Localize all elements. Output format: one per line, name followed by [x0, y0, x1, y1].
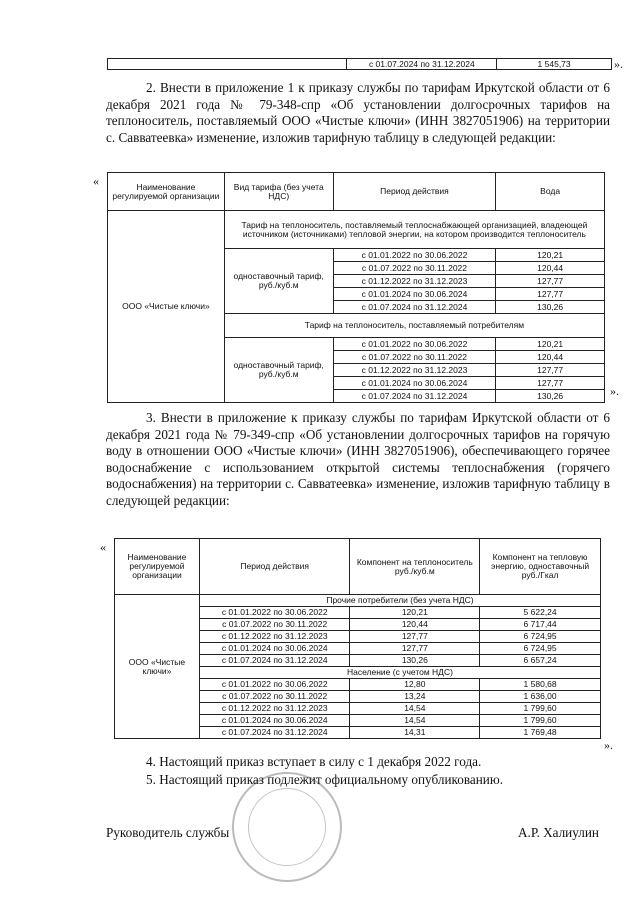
table2-open-quote: «	[100, 540, 106, 554]
t2-s1-c2: 5 622,24	[480, 607, 601, 619]
t2-s2-period: с 01.12.2022 по 31.12.2023	[199, 703, 350, 715]
official-stamp	[232, 772, 342, 882]
paragraph-2: 2. Внести в приложение 1 к приказу службы по тарифам Иркутской области от 6 декабря 2021 года № 79-348-спр «Об установлении долгосрочных тарифов на теплоноситель, поставляемый ООО «Чистые ключи» (ИНН 3827051906) на территории с. Савватеевка» изменение, изложив тарифную таблицу в следующей редакции:	[106, 80, 610, 145]
t1-header-period: Период действия	[333, 173, 496, 211]
t2-org: ООО «Чистые ключи»	[115, 595, 200, 739]
t2-header-c2: Компонент на тепловую энергию, одноставочный руб./Гкал	[480, 539, 601, 595]
t2-s1-c1: 127,77	[350, 631, 480, 643]
t2-s1-c1: 130,26	[350, 655, 480, 667]
t2-s1-c1: 127,77	[350, 643, 480, 655]
t1-s1-period: с 01.07.2024 по 31.12.2024	[333, 301, 496, 314]
t1-s1-period: с 01.07.2022 по 30.11.2022	[333, 262, 496, 275]
t2-s2-c2: 1 799,60	[480, 715, 601, 727]
table1-close-quote: ».	[610, 384, 619, 398]
t2-header-org: Наименование регулируемой организации	[115, 539, 200, 595]
paragraph-3: 3. Внести в приложение к приказу службы по тарифам Иркутской области от 6 декабря 2021 года № 79-349-спр «Об установлении долгосрочных тарифов на горячую воду в отношении ООО «Чистые ключи» (ИНН 3827051906), обеспечивающего горячее водоснабжение с использованием открытой системы теплоснабжения (горячего водоснабжения) на территории с. Савватеевка» изменение, изложив тарифную таблицу в следующей редакции:	[106, 410, 610, 508]
t2-s1-c2: 6 657,24	[480, 655, 601, 667]
top-close-quote: ».	[614, 57, 623, 71]
table-1	[107, 172, 605, 403]
t2-section2-title: Население (с учетом НДС)	[199, 667, 600, 679]
t1-tariff-type-2: одноставочный тариф, руб./куб.м	[224, 338, 333, 403]
t1-header-org: Наименование регулируемой организации	[108, 173, 225, 211]
signature-position: Руководитель службы	[106, 825, 230, 840]
t2-s2-c2: 1 636,00	[480, 691, 601, 703]
t1-s1-value: 127,77	[496, 275, 605, 288]
t2-s2-period: с 01.01.2022 по 30.06.2022	[199, 679, 350, 691]
t2-s2-c1: 14,54	[350, 715, 480, 727]
t1-s2-value: 130,26	[496, 390, 605, 403]
t2-s1-c2: 6 724,95	[480, 643, 601, 655]
t1-tariff-type-1: одноставочный тариф, руб./куб.м	[224, 249, 333, 314]
top-value: 1 545,73	[497, 59, 612, 70]
table1-open-quote: «	[93, 174, 99, 188]
t1-section2-title: Тариф на теплоноситель, поставляемый потребителям	[224, 314, 604, 338]
t2-s2-c1: 14,54	[350, 703, 480, 715]
table-2	[114, 538, 601, 739]
t1-s2-value: 120,44	[496, 351, 605, 364]
t2-s2-c1: 14,31	[350, 727, 480, 739]
cell-empty	[108, 59, 347, 70]
t1-s2-value: 120,21	[496, 338, 605, 351]
t1-s2-period: с 01.12.2022 по 31.12.2023	[333, 364, 496, 377]
t2-s2-c2: 1 580,68	[480, 679, 601, 691]
top-remnant-row	[107, 58, 612, 70]
t2-s1-period: с 01.07.2024 по 31.12.2024	[199, 655, 350, 667]
paragraph-5: 5. Настоящий приказ подлежит официальному опубликованию.	[146, 772, 504, 787]
t1-s2-period: с 01.01.2022 по 30.06.2022	[333, 338, 496, 351]
table2-close-quote: ».	[604, 738, 613, 752]
t2-s2-c2: 1 769,48	[480, 727, 601, 739]
t2-s1-period: с 01.01.2024 по 30.06.2024	[199, 643, 350, 655]
t1-header-water: Вода	[496, 173, 605, 211]
t2-s1-c2: 6 724,95	[480, 631, 601, 643]
paragraph-4: 4. Настоящий приказ вступает в силу с 1 декабря 2022 года.	[146, 754, 482, 769]
top-period: с 01.07.2024 по 31.12.2024	[347, 59, 497, 70]
t1-s2-period: с 01.07.2022 по 30.11.2022	[333, 351, 496, 364]
t1-org: ООО «Чистые ключи»	[108, 211, 225, 403]
t2-s2-c2: 1 799,60	[480, 703, 601, 715]
t2-s2-c1: 12,80	[350, 679, 480, 691]
t1-section1-title: Тариф на теплоноситель, поставляемый теплоснабжающей организацией, владеющей источником (источниками) тепловой энергии, на котором производится теплоноситель	[224, 211, 604, 249]
signature-name: А.Р. Халиулин	[518, 825, 599, 840]
t2-s2-c1: 13,24	[350, 691, 480, 703]
t1-s1-period: с 01.12.2022 по 31.12.2023	[333, 275, 496, 288]
t2-s2-period: с 01.07.2024 по 31.12.2024	[199, 727, 350, 739]
t2-s2-period: с 01.01.2024 по 30.06.2024	[199, 715, 350, 727]
t2-s1-c1: 120,21	[350, 607, 480, 619]
t1-s1-period: с 01.01.2022 по 30.06.2022	[333, 249, 496, 262]
t1-s2-period: с 01.07.2024 по 31.12.2024	[333, 390, 496, 403]
t2-s1-period: с 01.12.2022 по 31.12.2023	[199, 631, 350, 643]
t2-s2-period: с 01.07.2022 по 30.11.2022	[199, 691, 350, 703]
t1-s1-period: с 01.01.2024 по 30.06.2024	[333, 288, 496, 301]
t1-s1-value: 120,21	[496, 249, 605, 262]
t1-s2-period: с 01.01.2024 по 30.06.2024	[333, 377, 496, 390]
t1-s1-value: 127,77	[496, 288, 605, 301]
t1-s1-value: 130,26	[496, 301, 605, 314]
t2-s1-c2: 6 717,44	[480, 619, 601, 631]
t2-header-period: Период действия	[199, 539, 350, 595]
t2-section1-title: Прочие потребители (без учета НДС)	[199, 595, 600, 607]
t2-header-c1: Компонент на теплоноситель руб./куб.м	[350, 539, 480, 595]
t1-s2-value: 127,77	[496, 364, 605, 377]
t2-s1-period: с 01.01.2022 по 30.06.2022	[199, 607, 350, 619]
t2-s1-c1: 120,44	[350, 619, 480, 631]
t2-s1-period: с 01.07.2022 по 30.11.2022	[199, 619, 350, 631]
t1-header-type: Вид тарифа (без учета НДС)	[224, 173, 333, 211]
t1-s2-value: 127,77	[496, 377, 605, 390]
t1-s1-value: 120,44	[496, 262, 605, 275]
